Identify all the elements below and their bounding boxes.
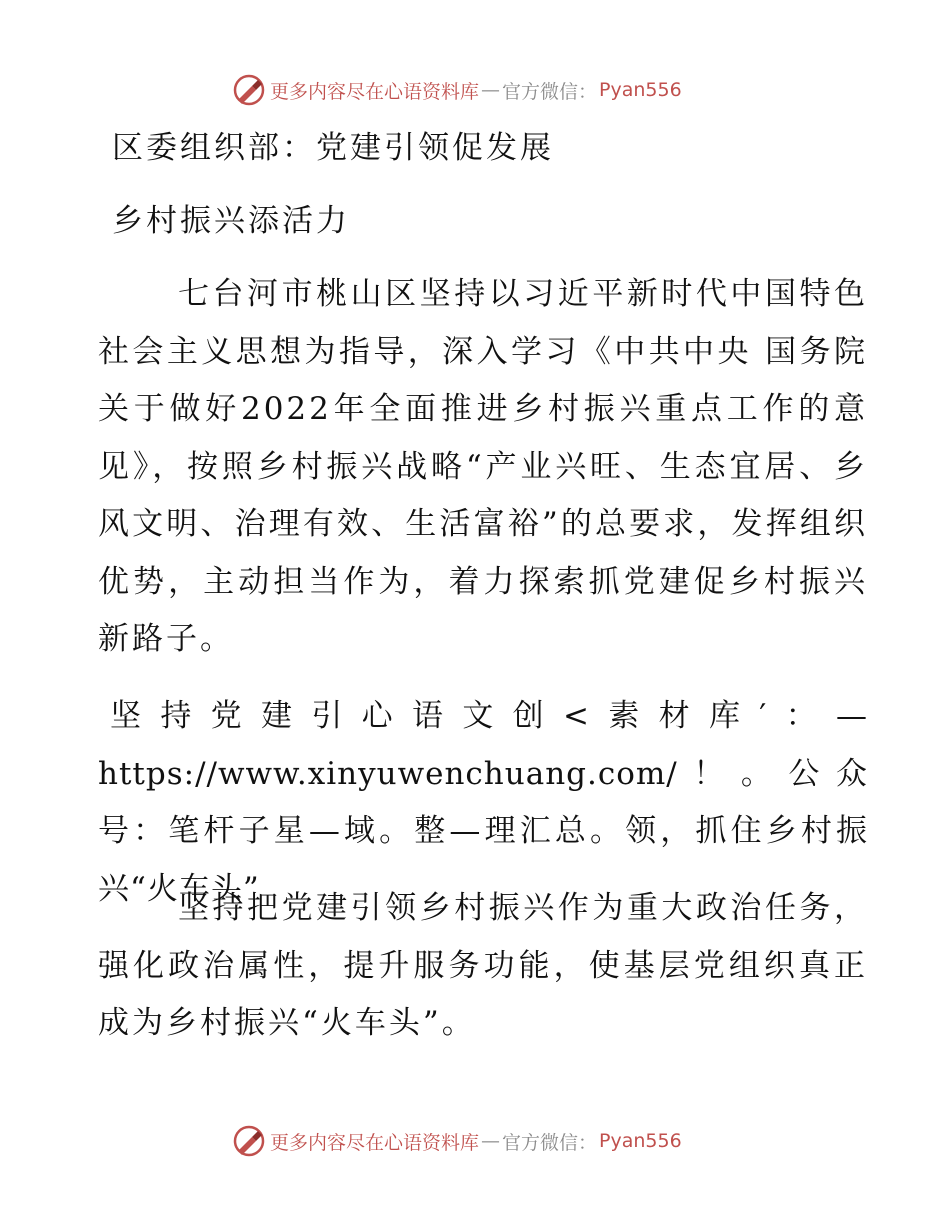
watermark-label: 官方微信： [502, 1131, 598, 1154]
watermark-footer [232, 1124, 682, 1158]
watermark-separator: — [481, 79, 501, 101]
watermark-text: 更多内容尽在心语资料库 [270, 80, 480, 103]
watermark-separator: — [481, 1130, 501, 1152]
heading-subtitle: 乡村振兴添活力 [112, 203, 350, 239]
watermark-wechat-id: Pyan556 [599, 1130, 682, 1152]
watermark-text: 更多内容尽在心语资料库 [270, 1131, 480, 1154]
pen-logo-icon [232, 73, 266, 107]
watermark-wechat-id: Pyan556 [599, 79, 682, 101]
pen-logo-icon [232, 1124, 266, 1158]
paragraph-body: 坚持把党建引领乡村振兴作为重大政治任务，强化政治属性，提升服务功能，使基层党组织真正成为乡村振兴“火车头”。 [98, 890, 868, 1041]
watermark-header [232, 73, 682, 107]
heading-title: 区委组织部：党建引领促发展 [112, 130, 554, 166]
paragraph-section-heading: 坚持党建引心语文创<素材库′：—https://www.xinyuwenchuang.com/！。公众号：笔杆子星—域。整—理汇总。领，抓住乡村振兴“火车头” [98, 698, 868, 907]
watermark-label: 官方微信： [502, 80, 598, 103]
paragraph-intro: 七台河市桃山区坚持以习近平新时代中国特色社会主义思想为指导，深入学习《中共中央 国务院关于做好2022年全面推进乡村振兴重点工作的意见》，按照乡村振兴战略“产业兴旺、生态宜居、乡风文明、治理有效、生活富裕”的总要求，发挥组织优势，主动担当作为，着力探索抓党建促乡村振兴新路子。 [98, 276, 868, 657]
